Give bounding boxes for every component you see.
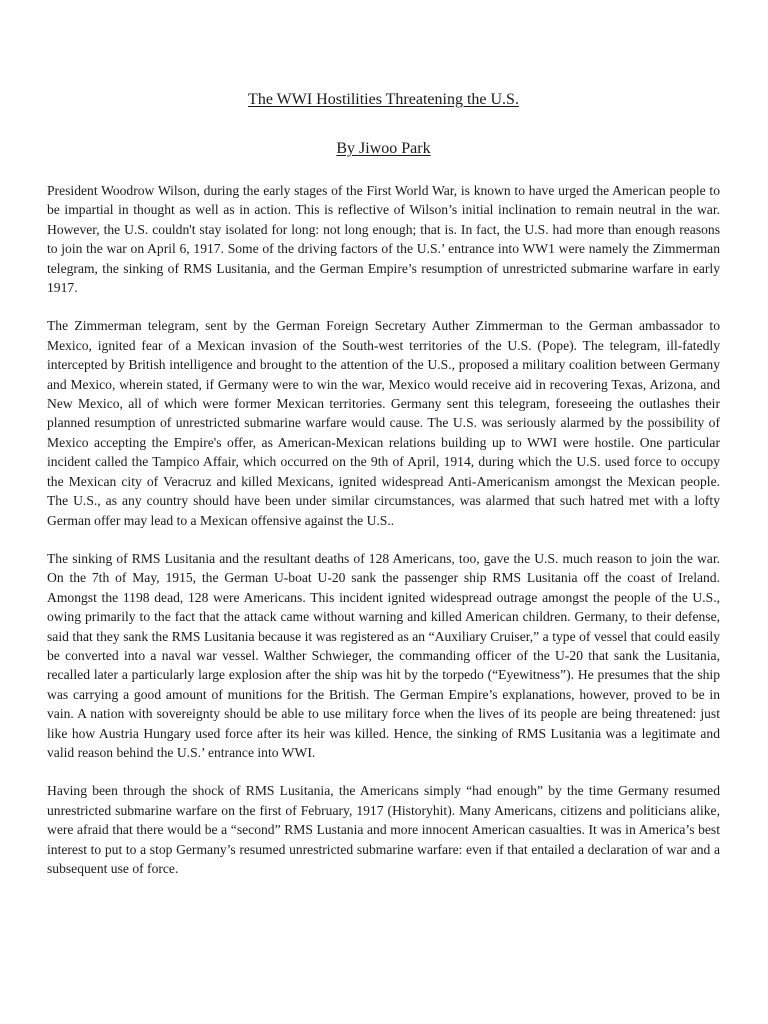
document-title: The WWI Hostilities Threatening the U.S. bbox=[248, 91, 519, 108]
document-author: By Jiwoo Park bbox=[336, 140, 431, 157]
document-page bbox=[47, 88, 720, 878]
paragraph-zimmerman-telegram: The Zimmerman telegram, sent by the German Foreign Secretary Auther Zimmerman to the German ambassador to Mexico, ignited fear of a Mexican invasion of the South-west territories of the U.S. (Pope). The telegram, ill-fatedly intercepted by British intelligence and brought to the attention of the U.S., proposed a military coalition between Germany and Mexico, wherein stated, if Germany were to win the war, Mexico would receive aid in recovering Texas, Arizona, and New Mexico, all of which were former Mexican territories. Germany sent this telegram, foreseeing the outlashes their planned resumption of unrestricted submarine warfare would cause. The U.S. was seriously alarmed by the possibility of Mexico accepting the Empire's offer, as American-Mexican relations building up to WWI were hostile. One particular incident called the Tampico Affair, which occurred on the 9th of April, 1914, during which the U.S. used force to occupy the Mexican city of Veracruz and killed Mexicans, ignited widespread Anti-Americanism amongst the Mexican people. The U.S., as any country should have been under similar circumstances, was alarmed that such hatred met with a lofty German offer may lead to a Mexican offensive against the U.S.. bbox=[47, 318, 720, 528]
paragraph-lusitania: The sinking of RMS Lusitania and the resultant deaths of 128 Americans, too, gave the U.S. much reason to join the war. On the 7th of May, 1915, the German U-boat U-20 sank the passenger ship RMS Lusitania off the coast of Ireland. Amongst the 1198 dead, 128 were Americans. This incident ignited widespread outrage amongst the people of the U.S., owing primarily to the fact that the attack came without warning and killed American children. Germany, to their defense, said that they sank the RMS Lusitania because it was registered as an “Auxiliary Cruiser,” a type of vessel that could easily be converted into a naval war vessel. Walther Schwieger, the commanding officer of the U-20 that sank the Lusitania, recalled later a particularly large explosion after the ship was hit by the torpedo (“Eyewitness”). He presumes that the ship was carrying a good amount of munitions for the British. The German Empire’s explanations, however, proved to be in vain. A nation with sovereignty should be able to use military force when the lives of its people are being threatened: just like how Austria Hungary used force after its heir was killed. Hence, the sinking of RMS Lusitania was a legitimate and valid reason behind the U.S.’ entrance into WWI. bbox=[47, 550, 720, 760]
paragraph-submarine-warfare: Having been through the shock of RMS Lusitania, the Americans simply “had enough” by the time Germany resumed unrestricted submarine warfare on the first of February, 1917 (Historyhit). Many Americans, citizens and politicians alike, were afraid that there would be a “second” RMS Lustania and more innocent American casualties. It was in America’s best interest to put to a stop Germany’s resumed unrestricted submarine warfare: even if that entailed a declaration of war and a subsequent use of force. bbox=[47, 783, 720, 876]
paragraph-intro: President Woodrow Wilson, during the early stages of the First World War, is known to have urged the American people to be impartial in thought as well as in action. This is reflective of Wilson’s initial inclination to remain neutral in the war. However, the U.S. couldn't stay isolated for long: not long enough; that is. In fact, the U.S. had more than enough reasons to join the war on April 6, 1917. Some of the driving factors of the U.S.’ entrance into WW1 were namely the Zimmerman telegram, the sinking of RMS Lusitania, and the German Empire’s resumption of unrestricted submarine warfare in early 1917. bbox=[47, 183, 720, 296]
